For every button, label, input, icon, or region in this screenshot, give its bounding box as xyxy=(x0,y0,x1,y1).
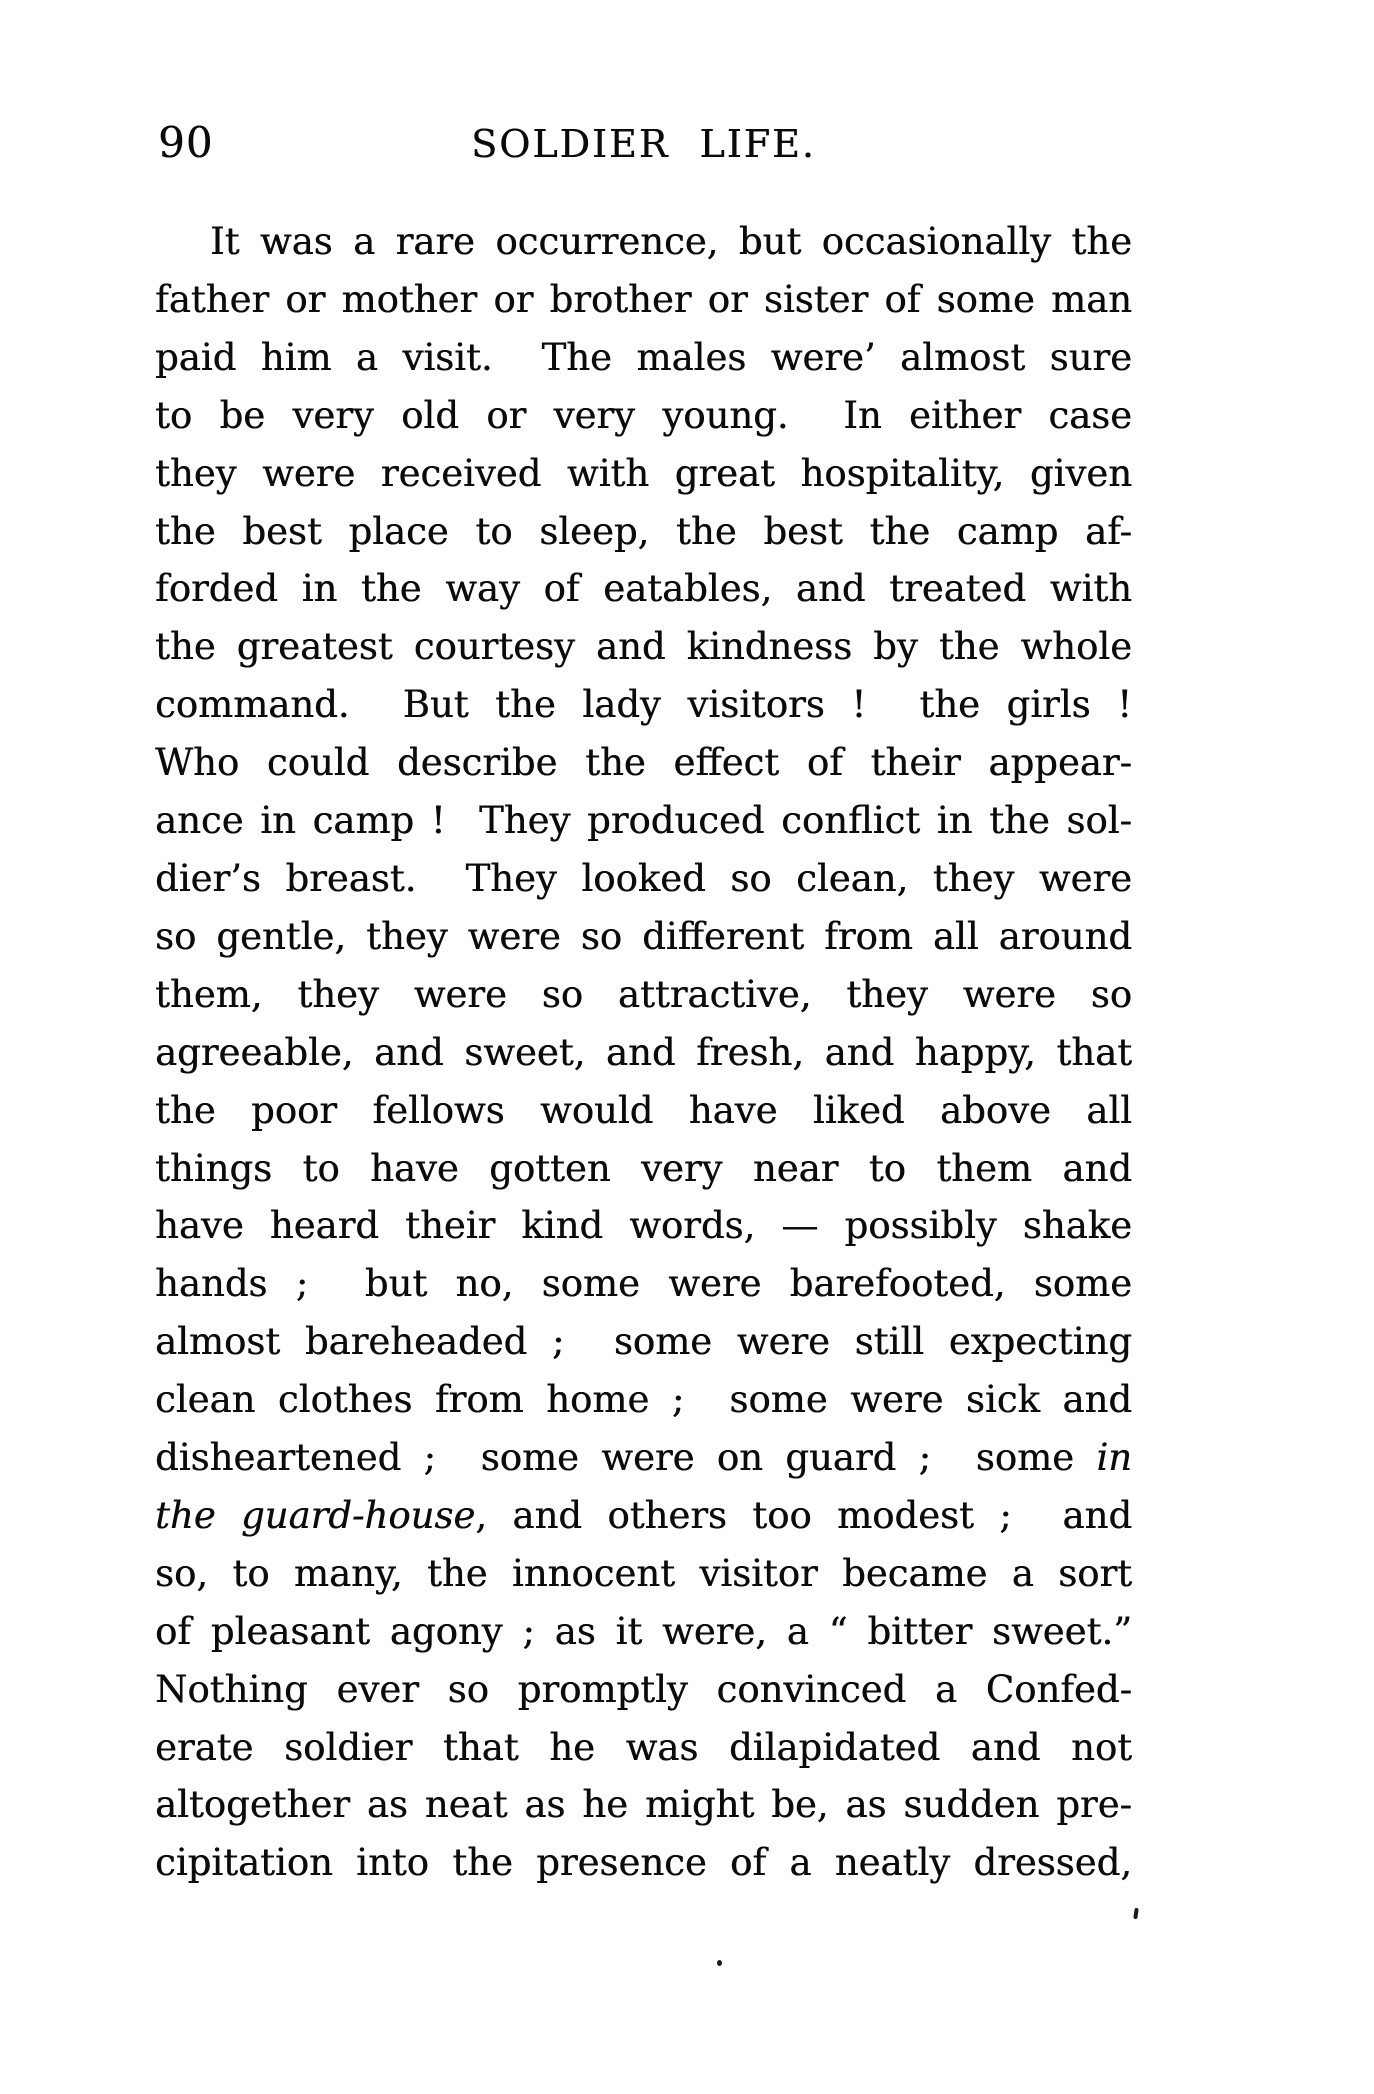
text-line xyxy=(155,792,1132,850)
text-line xyxy=(155,1719,1132,1777)
text-line xyxy=(155,503,1132,561)
text-segment: ance in camp ! They produced conflict in the sol- xyxy=(155,799,1132,843)
text-segment: hands ; but no, some were barefooted, some xyxy=(155,1262,1132,1306)
text-line xyxy=(155,1487,1132,1545)
page-number: 90 xyxy=(158,118,214,167)
body-text xyxy=(155,213,1132,1892)
text-line xyxy=(155,1776,1132,1834)
text-segment: the poor fellows would have liked above all xyxy=(155,1088,1132,1132)
text-segment: erate soldier that he was dilapidated and not xyxy=(155,1725,1132,1769)
text-segment: they were received with great hospitality, given xyxy=(155,451,1132,495)
italic-text: in xyxy=(1096,1436,1132,1480)
text-line xyxy=(155,850,1132,908)
text-line xyxy=(155,329,1132,387)
text-line xyxy=(155,618,1132,676)
text-line xyxy=(155,908,1132,966)
text-line xyxy=(155,1140,1132,1198)
text-segment: so gentle, they were so different from all around xyxy=(155,914,1132,958)
text-line xyxy=(155,560,1132,618)
text-line xyxy=(155,1082,1132,1140)
text-line xyxy=(155,966,1132,1024)
text-segment: altogether as neat as he might be, as sudden pre- xyxy=(155,1783,1132,1827)
text-segment: so, to many, the innocent visitor became a sort xyxy=(155,1551,1132,1595)
text-segment: father or mother or brother or sister of some man xyxy=(155,277,1132,321)
text-line xyxy=(155,1024,1132,1082)
scan-speck xyxy=(717,1960,722,1966)
text-line xyxy=(155,1834,1132,1892)
text-line xyxy=(155,1545,1132,1603)
text-segment: , and others too modest ; and xyxy=(475,1493,1133,1537)
text-line xyxy=(155,1661,1132,1719)
text-segment: to be very old or very young. In either case xyxy=(155,393,1132,437)
text-line xyxy=(155,734,1132,792)
text-line xyxy=(155,1603,1132,1661)
text-segment: them, they were so attractive, they were so xyxy=(155,972,1132,1016)
text-segment: almost bareheaded ; some were still expecting xyxy=(155,1320,1132,1364)
text-segment: disheartened ; some were on guard ; some xyxy=(155,1436,1097,1480)
text-line xyxy=(155,1371,1132,1429)
text-segment: agreeable, and sweet, and fresh, and happy, that xyxy=(155,1030,1132,1074)
text-line xyxy=(155,1429,1132,1487)
text-segment: things to have gotten very near to them and xyxy=(155,1146,1132,1190)
text-line xyxy=(155,1313,1132,1371)
text-line xyxy=(155,387,1132,445)
text-segment: Nothing ever so promptly convinced a Confed- xyxy=(155,1667,1132,1711)
text-line xyxy=(155,676,1132,734)
text-segment: Who could describe the effect of their appear- xyxy=(155,741,1132,785)
text-line xyxy=(155,213,1132,271)
text-segment: of pleasant agony ; as it were, a “ bitter sweet.” xyxy=(155,1609,1132,1653)
text-line xyxy=(155,445,1132,503)
text-segment: It was a rare occurrence, but occasionally the xyxy=(210,220,1132,263)
text-segment: paid him a visit. The males were’ almost sure xyxy=(155,335,1132,379)
text-line xyxy=(155,1255,1132,1313)
scan-speck xyxy=(1133,1908,1138,1919)
text-segment: the best place to sleep, the best the camp af- xyxy=(155,509,1132,553)
text-segment: dier’s breast. They looked so clean, they were xyxy=(155,856,1132,900)
text-segment: have heard their kind words, — possibly shake xyxy=(155,1204,1132,1248)
text-segment: clean clothes from home ; some were sick and xyxy=(155,1378,1132,1422)
text-line xyxy=(155,271,1132,329)
text-line xyxy=(155,1197,1132,1255)
text-segment: the greatest courtesy and kindness by the whole xyxy=(155,625,1132,669)
text-segment: command. But the lady visitors ! the girls ! xyxy=(155,683,1132,727)
text-segment: forded in the way of eatables, and treated with xyxy=(155,567,1132,611)
text-segment: cipitation into the presence of a neatly dressed, xyxy=(155,1841,1132,1885)
italic-text: the guard-house xyxy=(155,1493,476,1537)
running-head-title: SOLDIER LIFE. xyxy=(471,122,816,166)
